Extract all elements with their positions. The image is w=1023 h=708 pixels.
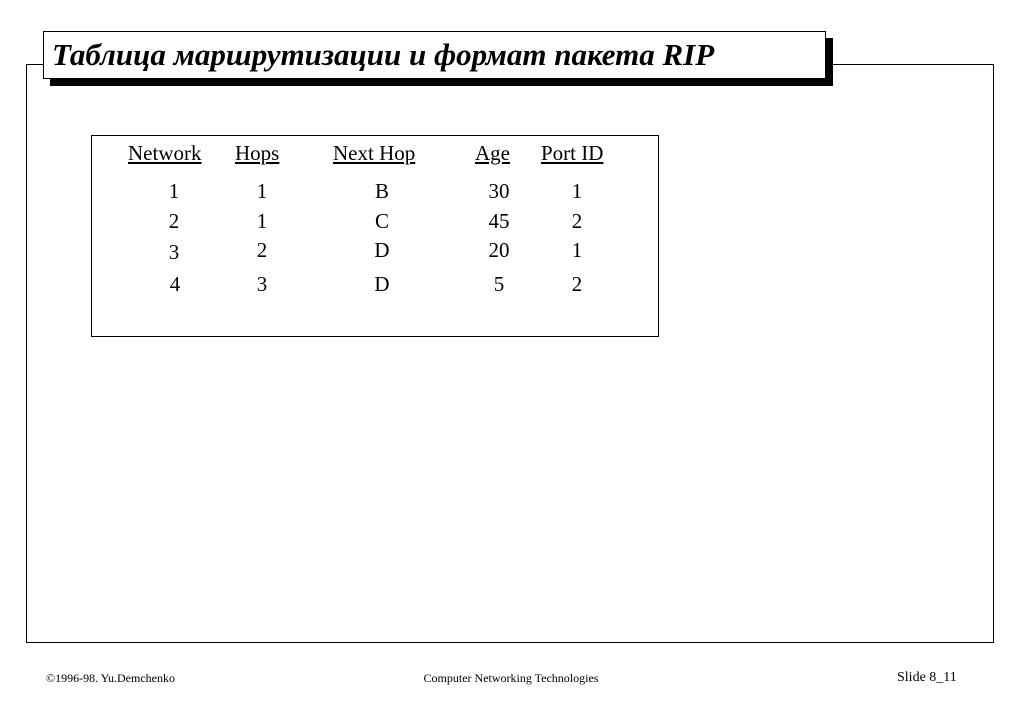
header-network: Network <box>128 141 202 165</box>
table-cell: 4 <box>169 272 181 296</box>
table-cell: 1 <box>168 179 180 203</box>
routing-table <box>91 135 659 337</box>
footer-course-title: Computer Networking Technologies <box>423 671 599 685</box>
table-cell: 30 <box>488 179 510 203</box>
footer-slide-number: Slide 8_11 <box>897 670 957 685</box>
header-age: Age <box>475 141 510 165</box>
table-cell: 5 <box>493 272 505 296</box>
table-cell: 3 <box>168 240 180 264</box>
header-port-id: Port ID <box>541 141 604 165</box>
table-cell: B <box>374 179 390 203</box>
footer-copyright: ©1996-98. Yu.Demchenko <box>46 671 175 685</box>
table-cell: 1 <box>571 179 583 203</box>
table-cell: D <box>374 272 390 296</box>
table-cell: 45 <box>488 209 510 233</box>
slide-title: Таблица маршрутизации и формат пакета RIP <box>52 37 715 72</box>
header-next-hop: Next Hop <box>333 141 416 165</box>
table-cell: 2 <box>256 238 268 262</box>
table-cell: 2 <box>168 209 180 233</box>
title-box <box>43 31 826 79</box>
table-cell: 2 <box>571 272 583 296</box>
table-cell: 1 <box>571 238 583 262</box>
table-cell: 20 <box>488 238 510 262</box>
table-cell: D <box>374 238 390 262</box>
table-cell: 2 <box>571 209 583 233</box>
table-cell: 1 <box>256 209 268 233</box>
table-cell: 1 <box>256 179 268 203</box>
header-hops: Hops <box>235 141 280 165</box>
table-cell: C <box>374 209 390 233</box>
table-cell: 3 <box>256 272 268 296</box>
